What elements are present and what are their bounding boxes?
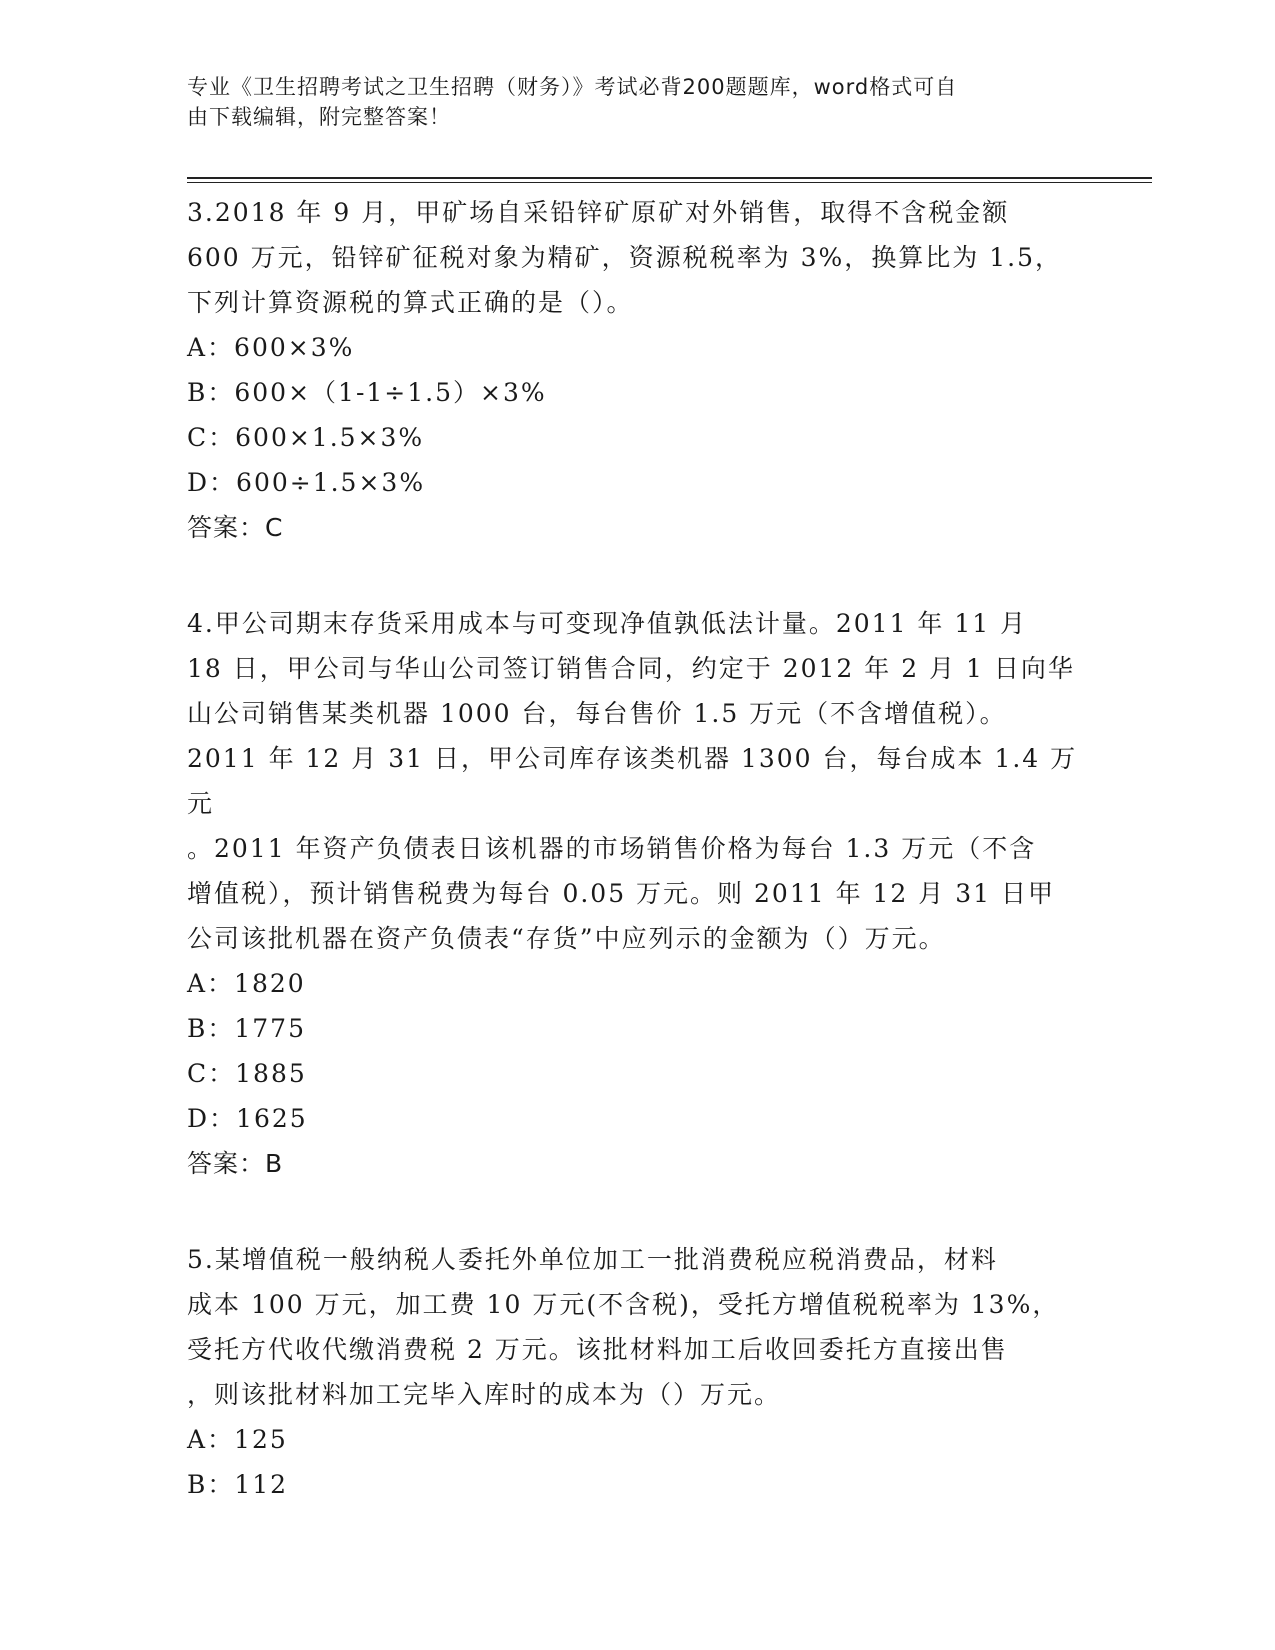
question-stem-line: 山公司销售某类机器 1000 台，每台售价 1.5 万元（不含增值税）。	[187, 699, 1007, 728]
option-b: B：600×（1-1÷1.5）×3%	[187, 378, 547, 407]
question-stem-line: 2011 年 12 月 31 日，甲公司库存该类机器 1300 台，每台成本 1.4 万元	[187, 744, 1078, 818]
question-stem-line: 18 日，甲公司与华山公司签订销售合同，约定于 2012 年 2 月 1 日向华	[187, 654, 1075, 683]
question-stem-line: 公司该批机器在资产负债表“存货”中应列示的金额为（）万元。	[187, 924, 946, 953]
option-b: B：1775	[187, 1014, 306, 1043]
option-b: B：112	[187, 1470, 289, 1499]
option-a: A：1820	[187, 969, 306, 998]
option-c: C：1885	[187, 1059, 307, 1088]
option-d: D：1625	[187, 1104, 308, 1133]
answer-line: 答案：C	[187, 513, 284, 542]
header-line-1: 专业《卫生招聘考试之卫生招聘（财务）》考试必背200题题库，word格式可自	[187, 75, 958, 99]
document-header	[187, 72, 1067, 132]
option-a: A：600×3%	[187, 333, 355, 362]
question-stem-line: 增值税），预计销售税费为每台 0.05 万元。则 2011 年 12 月 31 日甲	[187, 879, 1055, 908]
question-stem-line: ，则该批材料加工完毕入库时的成本为（）万元。	[187, 1380, 782, 1409]
option-d: D：600÷1.5×3%	[187, 468, 426, 497]
answer-line: 答案：B	[187, 1149, 284, 1178]
question-stem-line: 成本 100 万元，加工费 10 万元(不含税)，受托方增值税税率为 13%，	[187, 1290, 1060, 1319]
header-divider-thick	[187, 177, 1152, 179]
question-3	[187, 190, 1087, 550]
question-stem-line: 5.某增值税一般纳税人委托外单位加工一批消费税应税消费品，材料	[187, 1245, 998, 1274]
question-stem-line: 3.2018 年 9 月，甲矿场自采铅锌矿原矿对外销售，取得不含税金额	[187, 198, 1010, 227]
question-stem-line: 600 万元，铅锌矿征税对象为精矿，资源税税率为 3%，换算比为 1.5，	[187, 243, 1062, 272]
header-line-2: 由下载编辑，附完整答案！	[187, 105, 451, 129]
option-a: A：125	[187, 1425, 288, 1454]
question-stem-line: 。2011 年资产负债表日该机器的市场销售价格为每台 1.3 万元（不含	[187, 834, 1037, 863]
question-stem-line: 下列计算资源税的算式正确的是（）。	[187, 288, 634, 317]
question-4	[187, 601, 1087, 1186]
header-divider-thin	[187, 182, 1152, 183]
question-5	[187, 1237, 1087, 1507]
question-stem-line: 4.甲公司期末存货采用成本与可变现净值孰低法计量。2011 年 11 月	[187, 609, 1028, 638]
option-c: C：600×1.5×3%	[187, 423, 425, 452]
question-stem-line: 受托方代收代缴消费税 2 万元。该批材料加工后收回委托方直接出售	[187, 1335, 1008, 1364]
question-list	[187, 190, 1087, 1558]
